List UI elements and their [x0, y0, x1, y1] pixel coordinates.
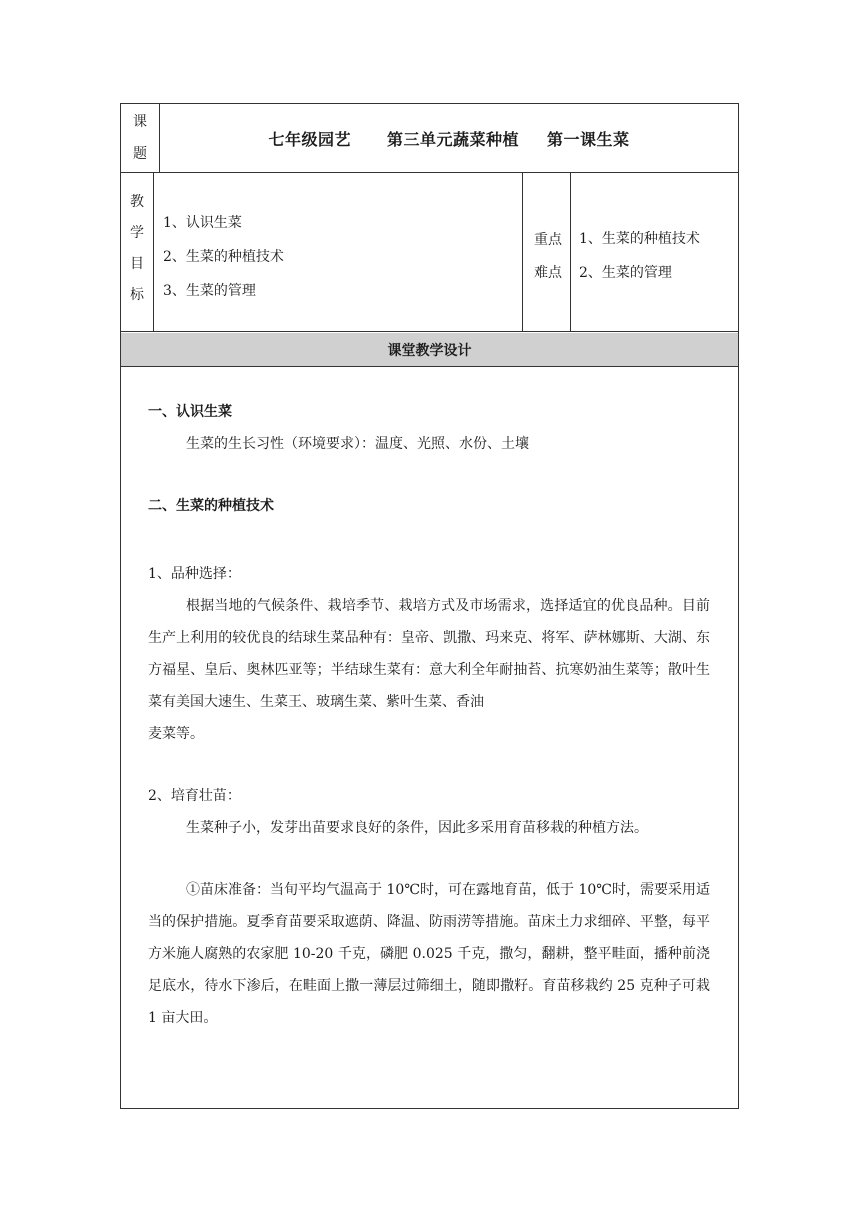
- topic-label-char: 课: [133, 114, 147, 130]
- key-difficulty-label: [528, 224, 568, 290]
- key-points-list: [579, 222, 700, 290]
- row-divider: [121, 366, 738, 367]
- key-point-item: 1、生菜的种植技术: [579, 231, 700, 247]
- objectives-label-char: 目: [130, 256, 144, 272]
- objectives-label-char: 标: [130, 287, 144, 303]
- seedbed-preparation-text: ①苗床准备：当旬平均气温高于 10℃时，可在露地育苗，低于 10℃时，需要采用适当的保护措施。夏季育苗要采取遮荫、降温、防雨涝等措施。苗床土力求细碎、平整，每平方米施人腐熟的农家肥 10-20 千克，磷肥 0.025 千克，撒匀，翻耕，整平畦面，播种前浇足底水，待水下渗后，在畦面上撒一薄层过筛细土，随即撒籽。育苗移栽约 25 克种子可栽 1 亩大田。: [148, 882, 710, 1026]
- subsection-1-tail: 麦菜等。: [148, 726, 204, 742]
- objectives-label: [122, 187, 152, 311]
- objective-item: 1、认识生菜: [163, 215, 242, 231]
- subsection-2-text: 生菜种子小，发芽出苗要求良好的条件，因此多采用育苗移栽的种植方法。: [186, 820, 648, 836]
- topic-label: [122, 110, 158, 166]
- subsection-1-heading: 1、品种选择：: [148, 566, 241, 582]
- column-divider: [570, 173, 571, 331]
- row-divider: [121, 172, 738, 173]
- section-title: 课堂教学设计: [387, 342, 472, 359]
- subsection-1-text: 根据当地的气候条件、栽培季节、栽培方式及市场需求，选择适宜的优良品种。目前生产上利用的较优良的结球生菜品种有：皇帝、凯撒、玛来克、将军、萨林娜斯、大湖、东方福星、皇后、奥林匹亚等；半结球生菜有：意大利全年耐抽苔、抗寒奶油生菜等；散叶生菜有美国大速生、生菜王、玻璃生菜、紫叶生菜、香油: [148, 598, 710, 710]
- title-lesson: 第一课生菜: [547, 129, 630, 149]
- objectives-label-char: 学: [130, 225, 144, 241]
- section-2-heading: 二、生菜的种植技术: [148, 498, 274, 514]
- objective-item: 3、生菜的管理: [163, 283, 256, 299]
- lesson-content: [148, 400, 710, 1034]
- difficulty-label-text: 难点: [534, 265, 562, 281]
- column-divider: [522, 173, 523, 331]
- objectives-label-char: 教: [130, 194, 144, 210]
- key-label-text: 重点: [534, 232, 562, 248]
- key-point-item: 2、生菜的管理: [579, 265, 672, 281]
- section-1-text: 生菜的生长习性（环境要求）：温度、光照、水份、土壤: [186, 436, 529, 452]
- lesson-title: [160, 104, 738, 172]
- title-unit: 第三单元蔬菜种植: [386, 129, 519, 149]
- section-header: [121, 333, 738, 366]
- objective-item: 2、生菜的种植技术: [163, 249, 284, 265]
- section-1-heading: 一、认识生菜: [148, 404, 232, 420]
- column-divider: [153, 173, 154, 331]
- subsection-2-heading: 2、培育壮苗：: [148, 788, 241, 804]
- topic-label-char: 题: [133, 146, 147, 162]
- title-grade: 七年级园艺: [268, 129, 351, 149]
- row-divider: [121, 331, 738, 332]
- objectives-list: [163, 206, 284, 308]
